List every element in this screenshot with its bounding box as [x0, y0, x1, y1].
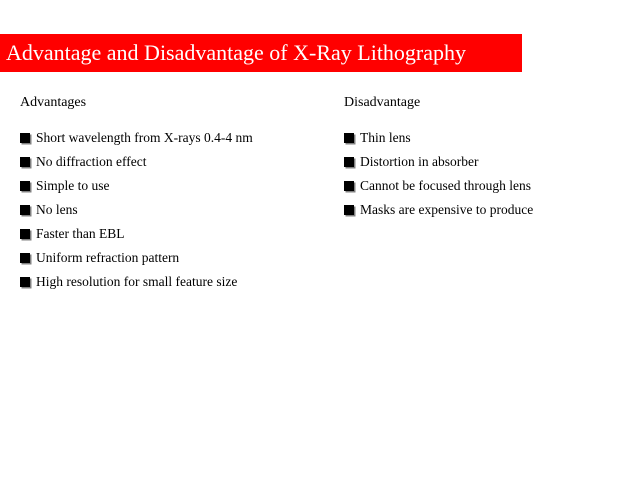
square-bullet-icon [344, 181, 354, 191]
list-item [20, 246, 253, 270]
list-item [20, 150, 253, 174]
list-item-text: Uniform refraction pattern [36, 250, 180, 265]
square-bullet-icon [344, 157, 354, 167]
list-item-text: Distortion in absorber [360, 154, 479, 169]
list-item [20, 126, 253, 150]
list-item [344, 126, 533, 150]
list-item [20, 198, 253, 222]
list-item-text: High resolution for small feature size [36, 274, 238, 289]
list-item-text: No lens [36, 202, 78, 217]
disadvantages-list [344, 126, 533, 222]
list-item-text: Thin lens [360, 130, 411, 145]
list-item [344, 150, 533, 174]
square-bullet-icon [344, 133, 354, 143]
advantages-heading: Advantages [20, 95, 87, 110]
advantages-column [20, 93, 253, 294]
list-item-text: Short wavelength from X-rays 0.4-4 nm [36, 130, 253, 145]
square-bullet-icon [20, 229, 30, 239]
list-item-text: No diffraction effect [36, 154, 147, 169]
disadvantages-heading: Disadvantage [344, 95, 421, 110]
advantages-list [20, 126, 253, 294]
slide-title: Advantage and Disadvantage of X-Ray Lithography [0, 34, 522, 72]
disadvantages-column [344, 93, 533, 222]
list-item-text: Masks are expensive to produce [360, 202, 534, 217]
list-item-text: Cannot be focused through lens [360, 178, 531, 193]
list-item-text: Simple to use [36, 178, 110, 193]
list-item-text: Faster than EBL [36, 226, 125, 241]
list-item [20, 222, 253, 246]
square-bullet-icon [20, 181, 30, 191]
square-bullet-icon [20, 133, 30, 143]
square-bullet-icon [344, 205, 354, 215]
list-item [344, 198, 533, 222]
square-bullet-icon [20, 253, 30, 263]
square-bullet-icon [20, 205, 30, 215]
list-item [20, 270, 253, 294]
list-item [344, 174, 533, 198]
list-item [20, 174, 253, 198]
square-bullet-icon [20, 277, 30, 287]
square-bullet-icon [20, 157, 30, 167]
